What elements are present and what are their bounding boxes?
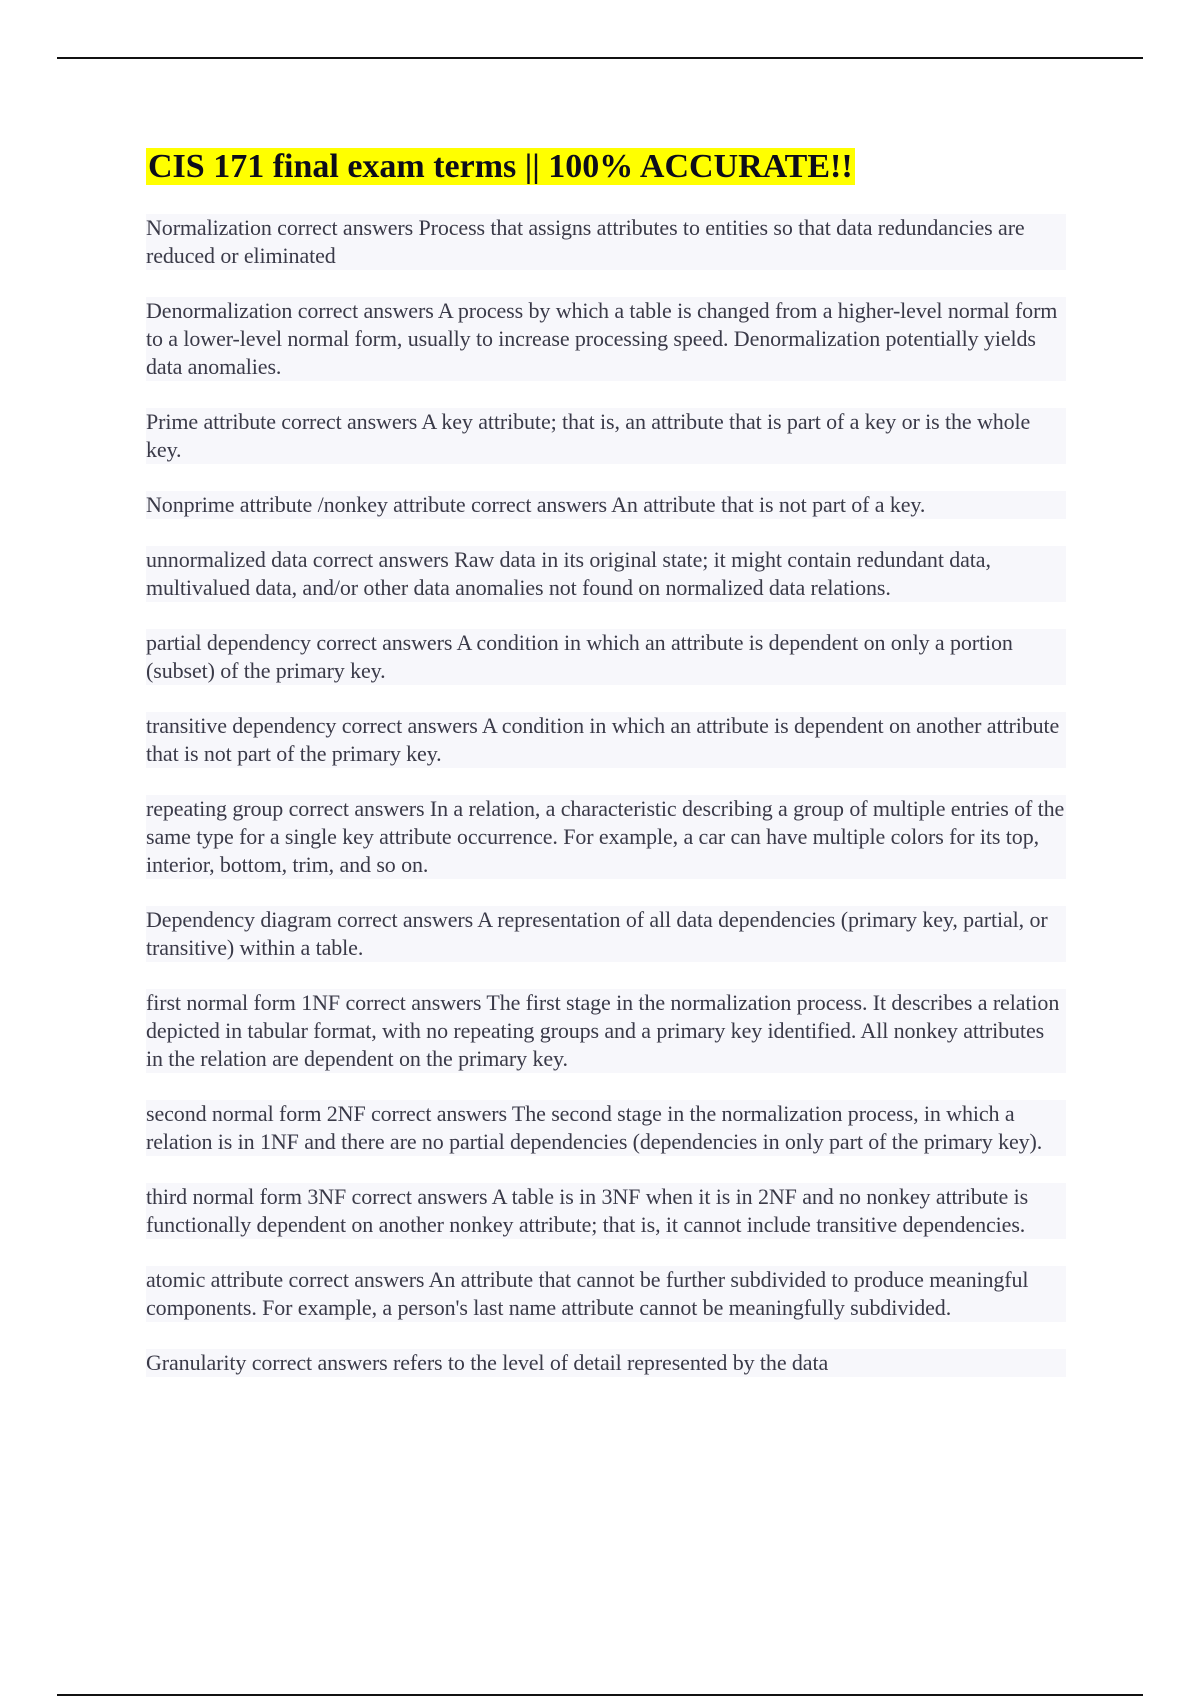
term-entry-granularity: Granularity correct answers refers to the level of detail represented by the data — [146, 1349, 1066, 1377]
term-entry-repeating-group: repeating group correct answers In a relation, a characteristic describing a group of multiple entries of the same type for a single key attribute occurrence. For example, a car can have multiple colors for its top, interior, bottom, trim, and so on. — [146, 796, 1065, 877]
document-title — [146, 142, 1066, 192]
term-entry-nonprime-attribute: Nonprime attribute /nonkey attribute correct answers An attribute that is not part of a key. — [146, 491, 1066, 519]
term-entry-transitive-dependency: transitive dependency correct answers A condition in which an attribute is dependent on another attribute that is not part of the primary key. — [146, 712, 1066, 768]
term-entry-second-normal-form: second normal form 2NF correct answers The second stage in the normalization process, in which a relation is in 1NF and there are no partial dependencies (dependencies in only part of the primary key). — [146, 1100, 1066, 1156]
term-entry-partial-dependency: partial dependency correct answers A condition in which an attribute is dependent on only a portion (subset) of the primary key. — [146, 629, 1066, 685]
term-entry-third-normal-form: third normal form 3NF correct answers A table is in 3NF when it is in 2NF and no nonkey attribute is functionally dependent on another nonkey attribute; that is, it cannot include transitive dependencies. — [146, 1183, 1066, 1239]
term-entry-first-normal-form: first normal form 1NF correct answers The first stage in the normalization process. It describes a relation depicted in tabular format, with no repeating groups and a primary key identified. All nonkey attributes in the relation are dependent on the primary key. — [146, 989, 1066, 1073]
top-rule — [57, 57, 1143, 59]
term-entry-denormalization: Denormalization correct answers A process by which a table is changed from a higher-level normal form to a lower-level normal form, usually to increase processing speed. Denormalization potentially yields data anomalies. — [146, 297, 1066, 381]
term-entry-prime-attribute: Prime attribute correct answers A key attribute; that is, an attribute that is part of a key or is the whole key. — [146, 408, 1066, 464]
term-list — [146, 214, 1066, 1377]
title-highlight: CIS 171 final exam terms || 100% ACCURATE!! — [148, 148, 853, 185]
term-entry-atomic-attribute: atomic attribute correct answers An attribute that cannot be further subdivided to produce meaningful components. For example, a person's last name attribute cannot be meaningfully subdivided. — [146, 1266, 1066, 1322]
term-entry-normalization: Normalization correct answers Process that assigns attributes to entities so that data redundancies are reduced or eliminated — [146, 214, 1066, 270]
term-entry-dependency-diagram: Dependency diagram correct answers A representation of all data dependencies (primary key, partial, or transitive) within a table. — [146, 906, 1066, 962]
document-body — [146, 142, 1066, 1404]
term-entry-unnormalized-data: unnormalized data correct answers Raw data in its original state; it might contain redundant data, multivalued data, and/or other data anomalies not found on normalized data relations. — [146, 546, 1066, 602]
bottom-rule — [57, 1694, 1143, 1696]
